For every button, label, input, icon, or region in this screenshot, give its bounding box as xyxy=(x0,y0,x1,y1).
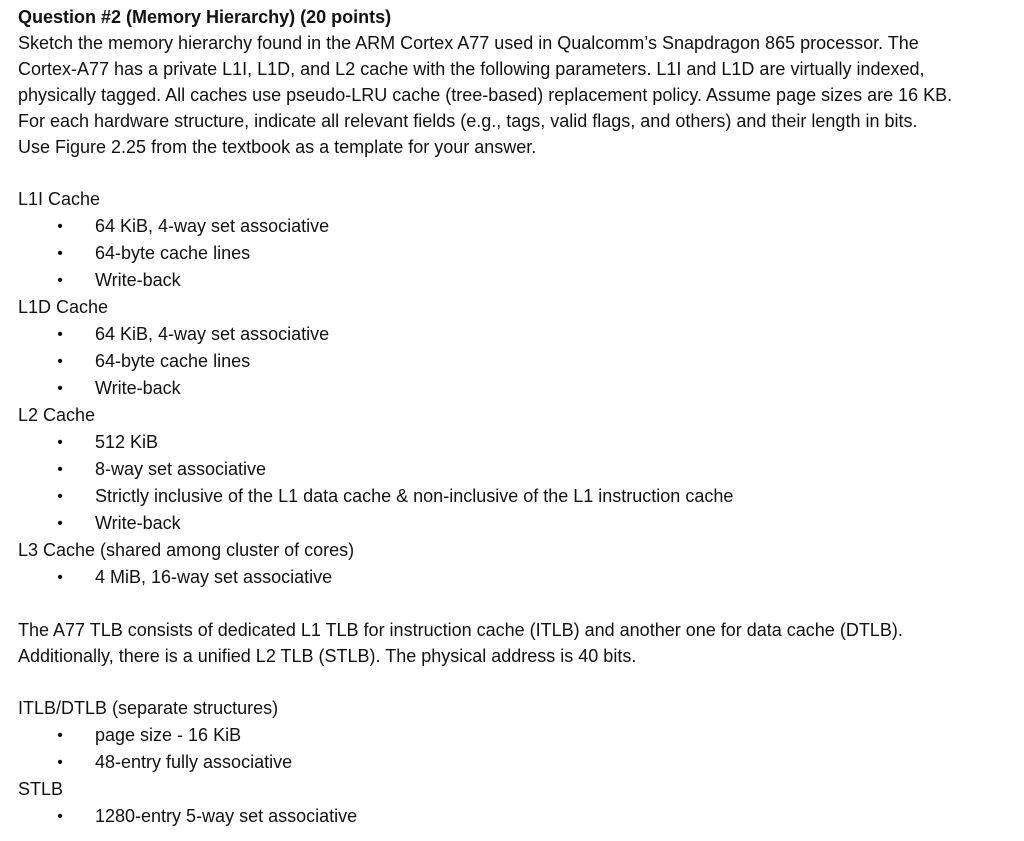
list-item-text: page size - 16 KiB xyxy=(95,725,242,745)
bullet-icon: • xyxy=(57,488,63,505)
itlb-dtlb-heading: ITLB/DTLB (separate structures) xyxy=(18,698,279,718)
list-item-text: 8-way set associative xyxy=(95,459,267,479)
bullet-icon: • xyxy=(57,326,63,343)
list-item-text: Write-back xyxy=(95,270,181,290)
bullet-icon: • xyxy=(57,380,63,397)
intro-line: Use Figure 2.25 from the textbook as a template for your answer. xyxy=(18,137,537,157)
l1i-cache-list xyxy=(18,213,1018,294)
list-item-text: 64-byte cache lines xyxy=(95,351,251,371)
bullet-icon: • xyxy=(57,569,63,586)
l3-cache-section xyxy=(18,537,1018,591)
bullet-icon: • xyxy=(57,245,63,262)
bullet-icon: • xyxy=(57,218,63,235)
bullet-icon: • xyxy=(57,754,63,771)
list-item xyxy=(18,321,1018,348)
l1i-cache-heading: L1I Cache xyxy=(18,189,101,209)
l3-cache-heading: L3 Cache (shared among cluster of cores) xyxy=(18,540,355,560)
l1i-cache-section xyxy=(18,186,1018,294)
bullet-icon: • xyxy=(57,272,63,289)
tlb-intro-line: The A77 TLB consists of dedicated L1 TLB for instruction cache (ITLB) and another one for data cache (DTLB). xyxy=(18,620,903,640)
l3-cache-list xyxy=(18,564,1018,591)
bullet-icon: • xyxy=(57,434,63,451)
stlb-heading: STLB xyxy=(18,779,64,799)
l1d-cache-list xyxy=(18,321,1018,402)
spacer xyxy=(18,669,1018,695)
list-item-text: Strictly inclusive of the L1 data cache & non-inclusive of the L1 instruction cache xyxy=(95,486,734,506)
bullet-icon: • xyxy=(57,515,63,532)
list-item xyxy=(18,749,1018,776)
l2-cache-section xyxy=(18,402,1018,537)
itlb-dtlb-list xyxy=(18,722,1018,776)
list-item xyxy=(18,456,1018,483)
intro-line: For each hardware structure, indicate all relevant fields (e.g., tags, valid flags, and others) and their length in bits. xyxy=(18,111,918,131)
stlb-section xyxy=(18,776,1018,830)
list-item xyxy=(18,803,1018,830)
l2-cache-heading: L2 Cache xyxy=(18,405,96,425)
stlb-list xyxy=(18,803,1018,830)
list-item-text: 48-entry fully associative xyxy=(95,752,293,772)
bullet-icon: • xyxy=(57,353,63,370)
list-item xyxy=(18,483,1018,510)
tlb-intro xyxy=(18,617,1018,669)
bullet-icon: • xyxy=(57,808,63,825)
list-item xyxy=(18,510,1018,537)
question-intro xyxy=(18,30,1018,160)
list-item-text: Write-back xyxy=(95,378,181,398)
question-title: Question #2 (Memory Hierarchy) (20 points) xyxy=(18,7,392,27)
spacer xyxy=(18,160,1018,186)
list-item xyxy=(18,722,1018,749)
list-item xyxy=(18,375,1018,402)
itlb-dtlb-section xyxy=(18,695,1018,776)
list-item xyxy=(18,564,1018,591)
list-item xyxy=(18,267,1018,294)
list-item-text: 1280-entry 5-way set associative xyxy=(95,806,358,826)
list-item-text: 4 MiB, 16-way set associative xyxy=(95,567,333,587)
l1d-cache-section xyxy=(18,294,1018,402)
l2-cache-list xyxy=(18,429,1018,537)
list-item xyxy=(18,240,1018,267)
intro-line: physically tagged. All caches use pseudo-LRU cache (tree-based) replacement policy. Assume page sizes are 16 KB. xyxy=(18,85,953,105)
list-item-text: Write-back xyxy=(95,513,181,533)
document-page xyxy=(18,4,1018,830)
bullet-icon: • xyxy=(57,461,63,478)
list-item-text: 64-byte cache lines xyxy=(95,243,251,263)
list-item xyxy=(18,348,1018,375)
bullet-icon: • xyxy=(57,727,63,744)
intro-line: Sketch the memory hierarchy found in the ARM Cortex A77 used in Qualcomm’s Snapdragon 865 processor. The xyxy=(18,33,919,53)
list-item-text: 64 KiB, 4-way set associative xyxy=(95,216,330,236)
intro-line: Cortex-A77 has a private L1I, L1D, and L2 cache with the following parameters. L1I and L1D are virtually indexed, xyxy=(18,59,925,79)
list-item xyxy=(18,429,1018,456)
list-item-text: 512 KiB xyxy=(95,432,159,452)
list-item xyxy=(18,213,1018,240)
l1d-cache-heading: L1D Cache xyxy=(18,297,109,317)
spacer xyxy=(18,591,1018,617)
list-item-text: 64 KiB, 4-way set associative xyxy=(95,324,330,344)
tlb-intro-line: Additionally, there is a unified L2 TLB (STLB). The physical address is 40 bits. xyxy=(18,646,637,666)
